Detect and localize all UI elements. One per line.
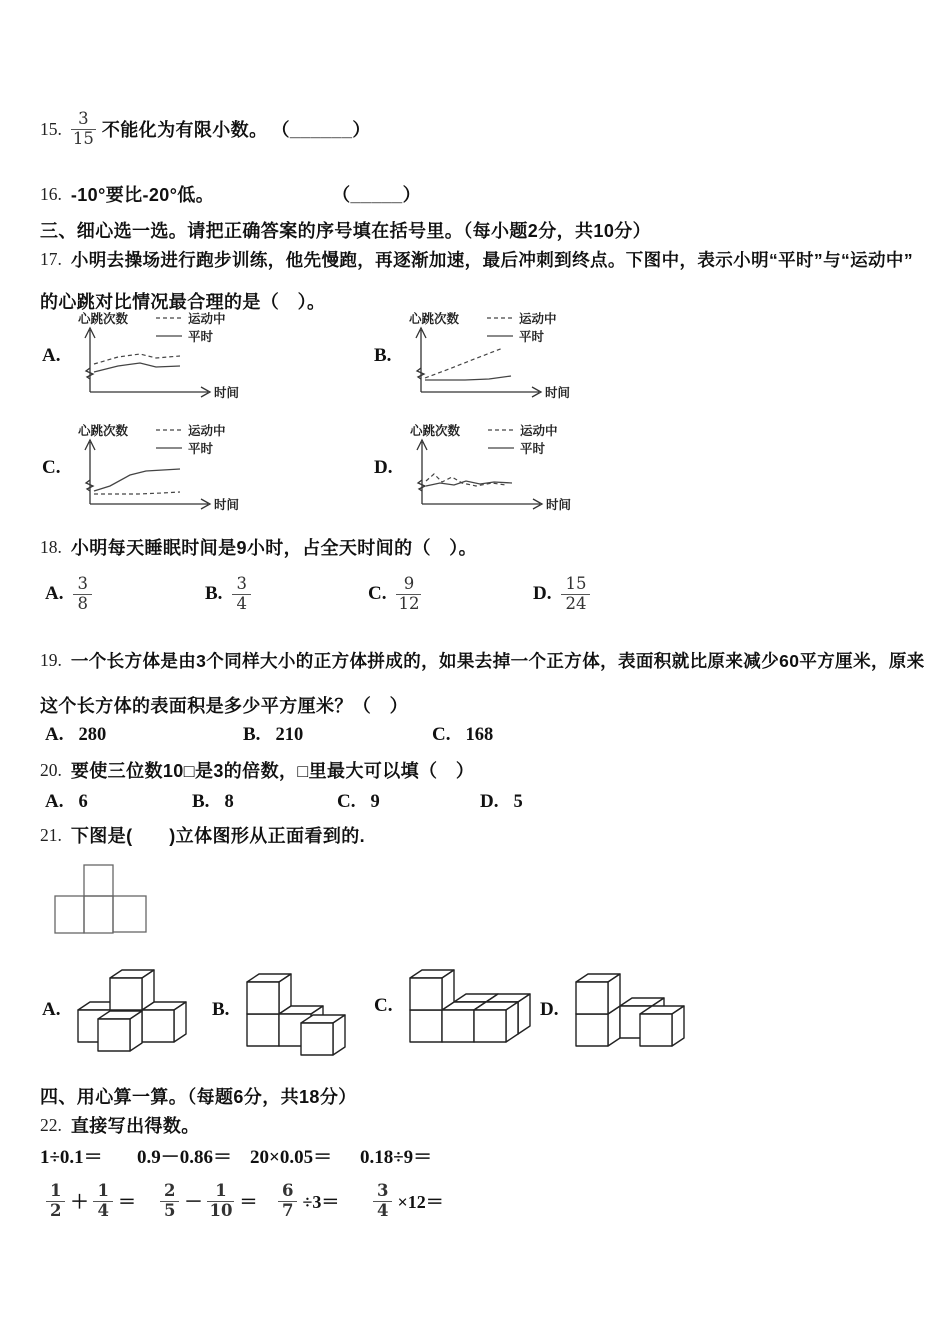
q17-option-d xyxy=(374,420,588,516)
t-figure-top-square xyxy=(84,865,113,896)
numerator: 1 xyxy=(93,1182,112,1201)
question-16-number: 16. xyxy=(40,183,62,204)
q21-option-a xyxy=(42,962,208,1058)
question-22 xyxy=(40,1112,200,1138)
question-19-line2 xyxy=(40,692,408,718)
denominator: 5 xyxy=(164,1200,176,1220)
equals-sign: ＝ xyxy=(117,1192,136,1212)
question-15 xyxy=(40,100,371,158)
numerator: 3 xyxy=(373,1182,392,1201)
times-12-equals: ×12＝ xyxy=(397,1192,444,1212)
chart-a-legend-dashed-label: 运动中 xyxy=(188,312,226,326)
numerator: 1 xyxy=(46,1182,65,1201)
q18-option-a-fraction xyxy=(73,575,92,613)
cube-top-left xyxy=(247,974,291,1014)
calc-item-3: 20×0.05＝ xyxy=(250,1147,333,1168)
divide-3-equals: ÷3＝ xyxy=(302,1192,340,1212)
chart-b-xlabel: 时间 xyxy=(545,386,571,400)
frac-calc-1 xyxy=(46,1172,136,1230)
q18-option-b-fraction xyxy=(232,575,251,613)
denominator: 10 xyxy=(209,1200,233,1220)
chart-c-xlabel: 时间 xyxy=(214,498,240,512)
t-figure-bottom-right-square xyxy=(113,896,146,932)
numerator: 1 xyxy=(207,1182,234,1201)
q18-option-c xyxy=(368,566,421,622)
q19-option-a-label: A. xyxy=(45,724,64,745)
q20-option-b xyxy=(192,791,234,813)
chart-d-exercising-curve xyxy=(426,474,506,486)
denominator: 4 xyxy=(236,593,247,613)
q19-option-c-label: C. xyxy=(432,724,451,745)
denominator: 12 xyxy=(398,593,420,613)
q21-front-view-figure xyxy=(52,862,152,938)
q21-option-b-label: B. xyxy=(212,999,230,1020)
cube-back-right xyxy=(142,1002,186,1042)
q21-option-d-label: D. xyxy=(540,999,559,1020)
section-3-title: 三、细心选一选。请把正确答案的序号填在括号里。（每小题2分，共10分） xyxy=(40,221,652,241)
denominator: 2 xyxy=(50,1200,62,1220)
denominator: 4 xyxy=(377,1200,389,1220)
q20-option-d-label: D. xyxy=(480,791,499,812)
chart-c-legend-dashed-label: 运动中 xyxy=(188,424,226,438)
denominator: 8 xyxy=(77,593,88,613)
question-19-text-line2: 这个长方体的表面积是多少平方厘米？（ ） xyxy=(40,696,408,716)
section-4-title: 四、用心算一算。（每题6分，共18分） xyxy=(40,1087,357,1107)
chart-d-legend-dashed-label: 运动中 xyxy=(520,424,558,438)
cube-figure-a xyxy=(68,962,208,1058)
q18-option-a-label: A. xyxy=(45,583,64,604)
numerator: 3 xyxy=(73,575,92,594)
denominator: 7 xyxy=(282,1200,294,1220)
chart-b-exercising-curve xyxy=(425,348,503,378)
q21-option-b xyxy=(212,962,362,1058)
question-17-text-line1: 小明去操场进行跑步训练，他先慢跑，再逐渐加速，最后冲刺到终点。下图中，表示小明“平时”与“运动中” xyxy=(70,250,913,270)
q20-option-d xyxy=(480,791,523,813)
numerator: 2 xyxy=(160,1182,179,1201)
question-21-text: 下图是( )立体图形从正面看到的. xyxy=(70,826,366,846)
chart-d-ylabel: 心跳次数 xyxy=(410,424,461,438)
q20-option-c-label: C. xyxy=(337,791,356,812)
question-18-number: 18. xyxy=(40,536,62,557)
q17-option-b xyxy=(374,308,587,404)
question-15-text: 不能化为有限小数。 xyxy=(101,120,268,140)
cube-front-middle xyxy=(98,1011,142,1051)
denominator: 4 xyxy=(97,1200,109,1220)
fraction-1-2 xyxy=(46,1182,65,1220)
q21-option-a-label: A. xyxy=(42,999,61,1020)
q18-option-d xyxy=(533,566,590,622)
q17-option-c-label: C. xyxy=(42,457,61,478)
question-19-number: 19. xyxy=(40,650,62,670)
question-15-answer-blank: （______） xyxy=(271,120,371,140)
chart-b-legend-solid-label: 平时 xyxy=(519,330,545,344)
q18-option-d-fraction xyxy=(561,575,590,613)
question-18-text: 小明每天睡眠时间是9小时，占全天时间的（ ）。 xyxy=(70,538,478,558)
fraction-denominator: 15 xyxy=(72,128,94,148)
question-16 xyxy=(40,180,421,208)
q19-option-a-value: 280 xyxy=(78,724,107,745)
q21-option-c-label: C. xyxy=(374,995,393,1016)
denominator: 24 xyxy=(565,593,587,613)
question-16-text: -10°要比-20°低。 xyxy=(70,185,215,205)
chart-a-xlabel: 时间 xyxy=(214,386,240,400)
cube-front-right xyxy=(640,1006,684,1046)
question-20 xyxy=(40,757,474,783)
question-21 xyxy=(40,822,365,848)
q20-option-c xyxy=(337,791,380,813)
q19-option-c xyxy=(432,724,493,746)
q17-option-a-label: A. xyxy=(42,345,61,366)
q18-option-a xyxy=(45,566,92,622)
fraction-1-10 xyxy=(207,1182,234,1220)
cube-figure-b xyxy=(237,962,362,1058)
chart-d-legend-solid-label: 平时 xyxy=(520,442,546,456)
equals-sign: ＝ xyxy=(239,1192,258,1212)
chart-a-normal-curve xyxy=(94,363,180,372)
section-3-heading xyxy=(40,217,651,243)
question-22-number: 22. xyxy=(40,1114,62,1135)
question-17-number: 17. xyxy=(40,249,62,269)
q18-option-c-fraction xyxy=(396,575,421,613)
chart-a-ylabel: 心跳次数 xyxy=(78,312,129,326)
chart-c-ylabel: 心跳次数 xyxy=(78,424,129,438)
q20-option-d-value: 5 xyxy=(513,791,523,812)
q21-option-c xyxy=(374,958,545,1054)
question-20-text: 要使三位数10□是3的倍数，□里最大可以填（ ） xyxy=(70,761,475,781)
chart-b-legend-dashed-label: 运动中 xyxy=(519,312,557,326)
question-17-text-line2: 的心跳对比情况最合理的是（ ）。 xyxy=(40,292,326,312)
q17-option-a xyxy=(42,308,256,404)
cube-top-left xyxy=(576,974,620,1014)
fraction-6-7 xyxy=(278,1182,297,1220)
chart-d-normal-curve xyxy=(426,481,512,486)
operator-plus: ＋ xyxy=(70,1192,89,1212)
question-21-number: 21. xyxy=(40,824,62,845)
q18-option-b xyxy=(205,566,251,622)
question-20-number: 20. xyxy=(40,759,62,780)
q20-option-a-value: 6 xyxy=(78,791,88,812)
q19-option-a xyxy=(45,724,106,746)
heart-rate-chart-a xyxy=(66,308,256,404)
q17-option-d-label: D. xyxy=(374,457,393,478)
q17-option-b-label: B. xyxy=(374,345,392,366)
chart-c-normal-curve xyxy=(94,469,180,491)
fraction-1-4 xyxy=(93,1182,112,1220)
q18-option-b-label: B. xyxy=(205,583,223,604)
numerator: 3 xyxy=(232,575,251,594)
frac-calc-3 xyxy=(278,1172,339,1230)
operator-minus: － xyxy=(184,1192,203,1212)
chart-c-exercising-curve xyxy=(94,492,180,494)
q19-option-b-value: 210 xyxy=(275,724,304,745)
fraction-3-15 xyxy=(71,110,96,148)
numerator: 15 xyxy=(561,575,590,594)
question-19-line1 xyxy=(40,648,925,673)
frac-calc-4 xyxy=(373,1172,444,1230)
section-4-heading xyxy=(40,1083,357,1109)
t-figure-bottom-left-square xyxy=(55,896,84,933)
heart-rate-chart-c xyxy=(66,420,256,516)
chart-b-ylabel: 心跳次数 xyxy=(409,312,460,326)
q20-option-b-value: 8 xyxy=(224,791,234,812)
q20-option-c-value: 9 xyxy=(370,791,380,812)
numerator: 9 xyxy=(396,575,421,594)
chart-c-legend-solid-label: 平时 xyxy=(188,442,214,456)
fraction-numerator: 3 xyxy=(71,110,96,129)
question-15-number: 15. xyxy=(40,118,62,139)
question-16-answer-blank: （_____） xyxy=(332,185,421,205)
q19-option-b xyxy=(243,724,303,746)
heart-rate-chart-d xyxy=(398,420,588,516)
calc-item-4: 0.18÷9＝ xyxy=(360,1147,433,1168)
cube-front-right xyxy=(301,1015,345,1055)
chart-b-normal-curve xyxy=(425,376,511,380)
q18-option-c-label: C. xyxy=(368,583,387,604)
cube-figure-d xyxy=(566,962,696,1058)
question-19-text-line1: 一个长方体是由3个同样大小的正方体拼成的，如果去掉一个正方体，表面积就比原来减少60平方厘米，原来 xyxy=(70,651,925,671)
fraction-2-5 xyxy=(160,1182,179,1220)
frac-calc-2 xyxy=(160,1172,257,1230)
chart-d-xlabel: 时间 xyxy=(546,498,572,512)
q17-option-c xyxy=(42,420,256,516)
q19-option-c-value: 168 xyxy=(465,724,494,745)
q18-option-d-label: D. xyxy=(533,583,552,604)
q19-option-b-label: B. xyxy=(243,724,261,745)
chart-a-legend-solid-label: 平时 xyxy=(188,330,214,344)
cube-top-middle xyxy=(110,970,154,1010)
chart-a-exercising-curve xyxy=(94,354,180,364)
q20-option-b-label: B. xyxy=(192,791,210,812)
cube-top-left xyxy=(410,970,454,1010)
calc-item-2: 0.9－0.86＝ xyxy=(137,1147,233,1168)
question-18 xyxy=(40,534,477,560)
question-22-text: 直接写出得数。 xyxy=(70,1116,200,1136)
q21-option-d xyxy=(540,962,696,1058)
calc-item-1: 1÷0.1＝ xyxy=(40,1147,103,1168)
t-figure-bottom-middle-square xyxy=(84,896,113,933)
q20-option-a xyxy=(45,791,88,813)
q20-option-a-label: A. xyxy=(45,791,64,812)
question-17-line1 xyxy=(40,247,913,272)
cube-figure-c xyxy=(400,958,545,1054)
fraction-3-4 xyxy=(373,1182,392,1220)
cube-front-right xyxy=(474,1002,518,1042)
numerator: 6 xyxy=(278,1182,297,1201)
heart-rate-chart-b xyxy=(397,308,587,404)
